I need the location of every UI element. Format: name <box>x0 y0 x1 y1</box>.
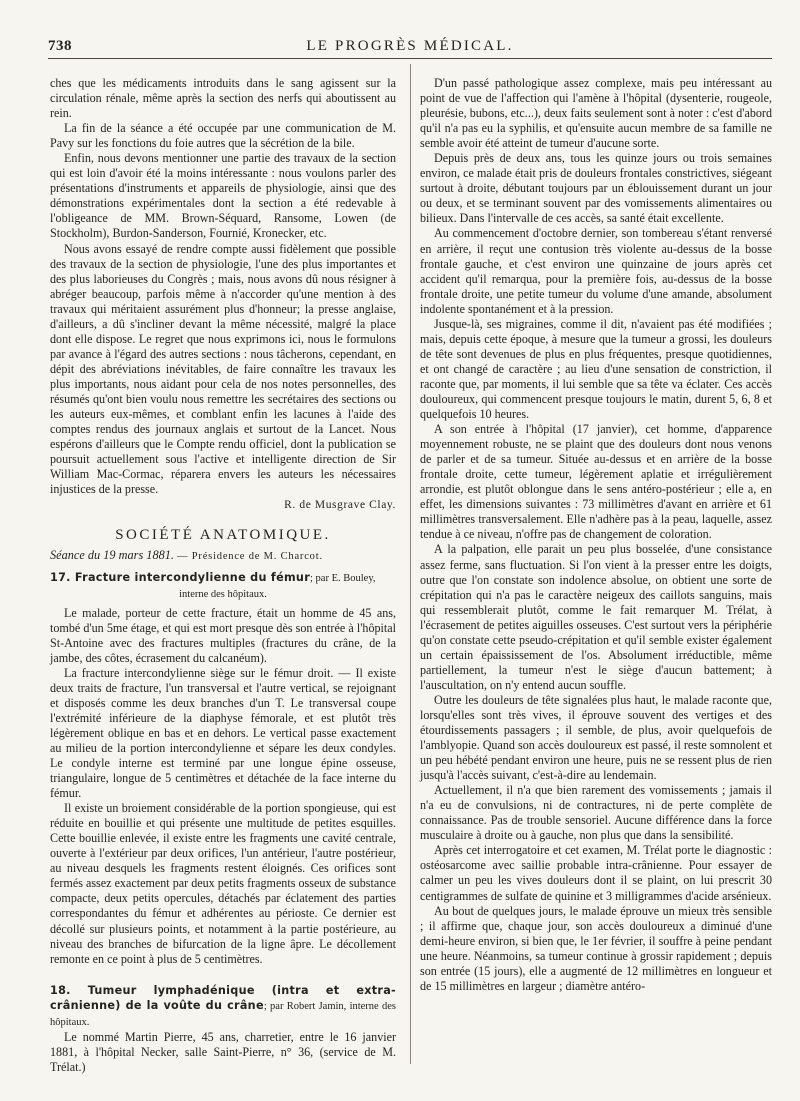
paragraph: Actuellement, il n'a que bien rarement des vomissements ; jamais il n'a eu de convulsions, ni de contractures, ni de perte complète de connaissance. Pas de trouble sensoriel. Aucune différence dans la force musculaire à droite ou à gauche, non plus que dans la sensibilité. <box>420 783 772 843</box>
paragraph: La fin de la séance a été occupée par une communication de M. Pavy sur les fonctions du foie autres que la sécrétion de la bile. <box>50 121 396 151</box>
paragraph: Outre les douleurs de tête signalées plus haut, le malade raconte que, lorsqu'elles sont très vives, il éprouve souvent des vertiges et des étourdissements passagers ; il semble, de plus, avoir quelquefois de l'amblyopie. Quand son accès douloureux est passé, il reste somnolent et un peu hébété pendant environ une heure, puis ne se ressent plus de rien jusqu'à l'accès suivant, c'est-à-dire au lendemain. <box>420 692 772 783</box>
paragraph: Enfin, nous devons mentionner une partie des travaux de la section qui est loin d'avoir été la moins intéressante : nous voulons parler des présentations d'instruments et appareils de physiologie, ainsi que des démonstrations expérimentales dont la section a été redevable à l'obligeance de MM. Brown-Séquard, Ransome, Lowen (de Stockholm), Burdon-Sanderson, Fournié, Kronecker, etc. <box>50 151 396 241</box>
case-author: ; par Robert Jamin, interne des hôpitaux. <box>50 1000 396 1028</box>
paragraph: A la palpation, elle parait un peu plus bosselée, d'une consistance assez ferme, sans fluctuation. Si l'on vient à la presser entre les doigts, outre que l'on constate son indolence absolue, on obtient une sorte de crépitation qui n'a pas le caractère neigeux des caillots sanguins, mais qui ressemblerait plutôt, comme le fait remarquer M. Trélat, à l'écrasement de petites aiguilles osseuses. C'est surtout vers la périphérie qu'on constate cette pseudo-crépitation et qu'il semble exister également un certain épaississement de l'os. Absolument irréductible, même partiellement, la tumeur n'est le siège d'aucun battement; à l'auscultation, on n'y entend aucun souffle. <box>420 542 772 692</box>
paragraph: Depuis près de deux ans, tous les quinze jours ou trois semaines environ, ce malade était pris de douleurs frontales constrictives, siégeant surtout à droite, débutant toujours par un éblouissement durant un jour ou deux, et se terminant souvent par des vomissements alimentaires ou bilieux. Dans l'intervalle de ces accès, sa santé était excellente. <box>420 151 772 226</box>
journal-title: LE PROGRÈS MÉDICAL. <box>306 38 514 54</box>
page-header <box>48 36 772 59</box>
paragraph: Nous avons essayé de rendre compte aussi fidèlement que possible des travaux de la section de physiologie, l'une des plus importantes et des plus laborieuses du Congrès ; mais, nous avons dû nous résigner à abréger beaucoup, parfois même à n'accorder qu'une mention à des travaux qui méritaient assurément plus d'honneur; la presse anglaise, d'ailleurs, a dû s'incliner devant la même nécessité, malgré la place dont elle dispose. Le regret que nous exprimons ici, nous le formulons par avance à l'égard des autres sections : nous tâcherons, cependant, en dépit des abréviations inévitables, de faire connaître les travaux les plus importants, nous aidant pour cela de nos notes personnelles, des résumés qu'ont bien voulu nous remettre les secrétaires des sections ou les auteurs eux-mêmes, et comblant enfin les lacunes à l'aide des comptes rendus des journaux anglais et surtout de la Lancet. Nous espérons d'ailleurs que le Compte rendu officiel, dont la publication se poursuit actuellement sous l'active et intelligente direction de Sir William Mac-Cormac, réparera envers les auteurs les nécessaires injustices de la presse. <box>50 241 396 497</box>
left-column <box>50 76 396 1075</box>
session-president: — Présidence de M. Charcot. <box>177 551 323 563</box>
paragraph: Il existe un broiement considérable de la portion spongieuse, qui est réduite en bouillie et qui présente une multitude de petites esquilles. Cette bouillie enlevée, il existe entre les fragments une cavité centrale, ouverte à l'extérieur par deux orifices, l'un antérieur, l'autre postérieur, au niveau desquels les fragments restent éloignés. Ces orifices sont fermés assez exactement par deux petits fragments osseux de substance compacte, deux petits opercules, détachés par éclatement des parties correspondantes du fémur et adhérentes au périoste. Ce dernier est décollé sur plusieurs points, et notamment à la partie postérieure, au niveau des branches de bifurcation de la ligne âpre. Le décollement remonte en ce point à plus de 5 centimètres. <box>50 801 396 966</box>
case-heading <box>50 983 396 1030</box>
paragraph: Au bout de quelques jours, le malade éprouve un mieux très sensible ; il affirme que, chaque jour, son accès douloureux a diminué d'une demi-heure environ, si bien que, le 1er février, il souffre à peine pendant une heure. Néanmoins, sa tumeur continue à grossir rapidement ; depuis son entrée (15 jours), elle a augmenté de 12 millimètres en longueur et de 15 millimètres en largeur ; diamètre antéro- <box>420 903 772 993</box>
paragraph: Jusque-là, ses migraines, comme il dit, n'avaient pas été modifiées ; mais, depuis cette époque, à mesure que la tumeur a grossi, les douleurs de tête sont devenues de plus en plus fréquentes, presque quotidiennes, et ont changé de caractère ; au lieu d'une sensation de constriction, il raconte que, par moments, il lui semble que sa tête va éclater. Ces accès douloureux, qui commencent presque toujours le matin, durent 5, 6, 8 et quelquefois 10 heures. <box>420 316 772 422</box>
paragraph: ches que les médicaments introduits dans le sang agissent sur la circulation rénale, même après la section des nerfs qui aboutissent au rein. <box>50 76 396 121</box>
paragraph: D'un passé pathologique assez complexe, mais peu intéressant au point de vue de l'affection qui l'amène à l'hôpital (dysenterie, rougeole, pleurésie, bubons, etc...), deux faits seulement sont à noter : c'est d'abord qu'il n'a pas eu la syphilis, et qu'ensuite aucun membre de sa famille ne semble avoir été atteint de tumeur d'aucune sorte. <box>420 76 772 151</box>
session-line <box>50 548 396 564</box>
section-title: SOCIÉTÉ ANATOMIQUE. <box>115 527 331 544</box>
right-column <box>420 76 772 994</box>
paragraph: Après cet interrogatoire et cet examen, M. Trélat porte le diagnostic : ostéosarcome avec saillie probable intra-crânienne. Pour essayer de calmer un peu les vives douleurs dont il se plaint, on lui prescrit 30 centigrammes de sulfate de quinine et 3 milligrammes d'acide arsénieux. <box>420 843 772 903</box>
column-divider <box>410 64 411 1064</box>
author-signature: R. de Musgrave Clay. <box>284 499 396 512</box>
case-title: 18. Tumeur lymphadénique (intra et extra-crânienne) de la voûte du crâne <box>50 983 396 1012</box>
paragraph: A son entrée à l'hôpital (17 janvier), cet homme, d'apparence moyennement robuste, ne se plaint que des douleurs dont nous venons de parler et de sa tumeur. Située au-dessus et en arrière de la bosse frontale droite, cette tumeur, légèrement aplatie et irrégulièrement arrondie, est plutôt oblongue dans le sens antéro-postérieur ; elle a, en effet, les dimensions suivantes : 73 millimètres d'avant en arrière et 61 millimètres transversalement. Elle n'adhère pas à la peau, laquelle, assez tendue à ce niveau, n'offre pas de changement de coloration. <box>420 422 772 542</box>
paragraph: La fracture intercondylienne siège sur le fémur droit. — Il existe deux traits de fracture, l'un transversal et l'autre vertical, se rejoignant et disposés comme les deux branches d'un T. Le transversal coupe l'extrémité inférieure de la diaphyse fémorale, et est plutôt très légèrement oblique en bas et en dehors. Le vertical passe exactement au milieu de la portion intercondylienne et sépare les deux condyles. Le condyle interne est terminé par une longue épine osseuse, triangulaire, longue de 5 centimètres et détachée de la face interne du fémur. <box>50 665 396 801</box>
page-number: 738 <box>48 38 72 54</box>
case-author: ; par E. Bouley, <box>310 573 376 585</box>
session-date: Séance du 19 mars 1881. <box>50 548 174 563</box>
case-title: 17. Fracture intercondylienne du fémur <box>50 571 311 585</box>
case-heading <box>50 570 396 586</box>
paragraph: Le nommé Martin Pierre, 45 ans, charretier, entre le 16 janvier 1881, à l'hôpital Necker, salle Saint-Pierre, n° 36, (service de M. Trélat.) <box>50 1029 396 1074</box>
paragraph: Au commencement d'octobre dernier, son tombereau s'étant renversé en arrière, il reçut une contusion très violente au-dessus de la bosse frontale gauche, et c'est environ une quinzaine de jours après cet accident qu'il remarqua, pour la première fois, au-dessus de la bosse frontale droite, une petite tumeur du volume d'une amande, absolument indolente spontanément et à la pression. <box>420 226 772 316</box>
case-author-role: interne des hôpitaux. <box>179 588 267 600</box>
paragraph: Le malade, porteur de cette fracture, était un homme de 45 ans, tombé d'un 5me étage, et qui est mort presque dès son entrée à l'hôpital St-Antoine avec des fractures multiples (fractures du crâne, de la jambe, des côtes, écrasement du calcanéum). <box>50 605 396 665</box>
spacer <box>50 967 396 979</box>
